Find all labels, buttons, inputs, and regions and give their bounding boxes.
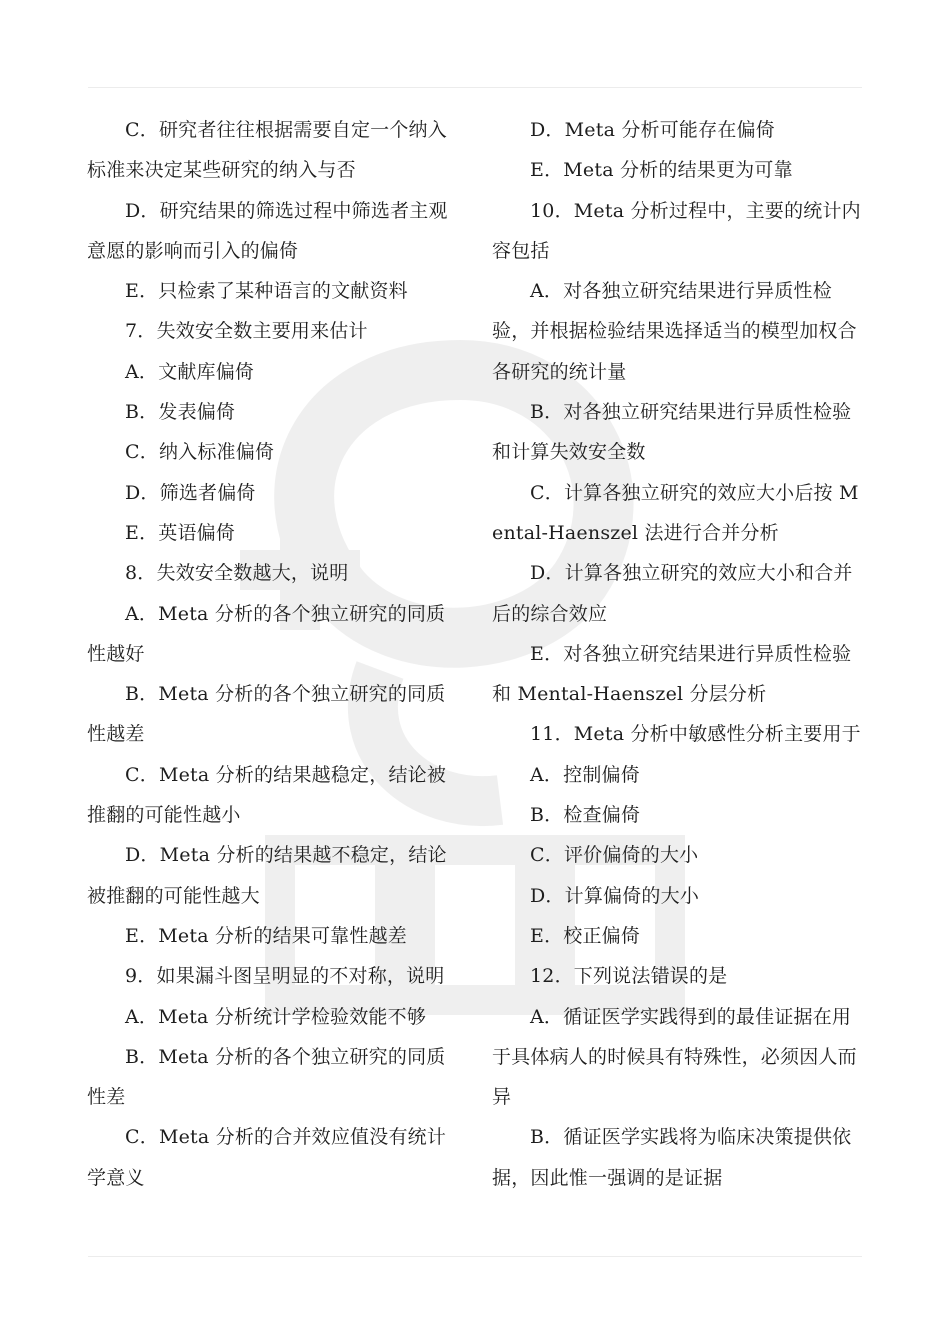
footer-rule <box>88 1256 862 1257</box>
answer-option: B．Meta 分析的各个独立研究的同质性越差 <box>87 683 446 746</box>
answer-option: E．英语偏倚 <box>125 521 236 544</box>
answer-option: B．检查偏倚 <box>530 804 641 827</box>
answer-option: C．Meta 分析的合并效应值没有统计学意义 <box>87 1126 447 1189</box>
question-stem: 10．Meta 分析过程中，主要的统计内容包括 <box>492 199 861 262</box>
answer-option: E．Meta 分析的结果更为可靠 <box>530 159 793 182</box>
right-column <box>492 110 868 1198</box>
answer-option: D．筛选者偏倚 <box>125 481 256 504</box>
answer-option: D．计算各独立研究的效应大小和合并后的综合效应 <box>492 562 853 625</box>
answer-option: B．Meta 分析的各个独立研究的同质性差 <box>87 1045 446 1109</box>
answer-option: C．Meta 分析的结果越稳定，结论被推翻的可能性越小 <box>87 763 447 827</box>
paragraph: E．只检索了某种语言的文献资料 <box>125 280 408 303</box>
answer-option: D．计算偏倚的大小 <box>530 884 700 907</box>
answer-option: E．对各独立研究结果进行异质性检验和 Mental-Haenszel 分层分析 <box>492 642 852 706</box>
answer-option: A．文献库偏倚 <box>125 360 255 383</box>
question-stem: 12．下列说法错误的是 <box>530 965 728 988</box>
answer-option: E．校正偏倚 <box>530 924 641 947</box>
answer-option: C．纳入标准偏倚 <box>125 441 275 464</box>
answer-option: A．控制偏倚 <box>530 763 640 786</box>
answer-option: C．计算各独立研究的效应大小后按 Mental-Haenszel 法进行合并分析 <box>492 481 859 544</box>
answer-option: A．Meta 分析统计学检验效能不够 <box>125 1005 427 1028</box>
answer-option: B．对各独立研究结果进行异质性检验和计算失效安全数 <box>492 401 852 464</box>
answer-option: B．循证医学实践将为临床决策提供依据，因此惟一强调的是证据 <box>492 1126 852 1189</box>
answer-option: A．对各独立研究结果进行异质性检验，并根据检验结果选择适当的模型加权合各研究的统计量 <box>492 280 857 383</box>
answer-option: D．Meta 分析可能存在偏倚 <box>530 119 775 141</box>
question-stem: 9．如果漏斗图呈明显的不对称，说明 <box>125 965 445 988</box>
answer-option: D．Meta 分析的结果越不稳定，结论被推翻的可能性越大 <box>87 844 447 907</box>
left-column <box>87 110 463 1198</box>
question-stem: 8．失效安全数越大，说明 <box>125 562 349 585</box>
paragraph: C．研究者往往根据需要自定一个纳入标准来决定某些研究的纳入与否 <box>87 119 447 182</box>
paragraph: D．研究结果的筛选过程中筛选者主观意愿的影响而引入的偏倚 <box>87 199 448 262</box>
answer-option: B．发表偏倚 <box>125 401 236 424</box>
question-stem: 11．Meta 分析中敏感性分析主要用于 <box>530 723 861 746</box>
header-rule <box>88 87 862 88</box>
question-stem: 7．失效安全数主要用来估计 <box>125 320 368 343</box>
answer-option: C．评价偏倚的大小 <box>530 844 699 867</box>
answer-option: A．循证医学实践得到的最佳证据在用于具体病人的时候具有特殊性，必须因人而异 <box>492 1005 857 1109</box>
answer-option: A．Meta 分析的各个独立研究的同质性越好 <box>87 602 446 665</box>
answer-option: E．Meta 分析的结果可靠性越差 <box>125 924 407 947</box>
